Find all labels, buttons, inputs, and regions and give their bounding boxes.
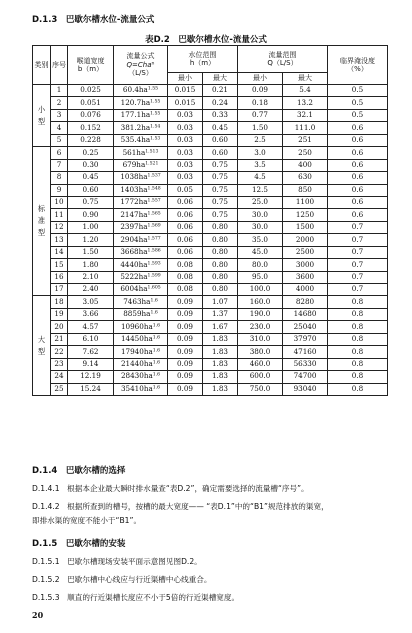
throat-width-cell: 0.228 xyxy=(68,134,114,146)
flow-min-cell: 310.0 xyxy=(238,333,283,345)
level-min-cell: 0.015 xyxy=(168,97,203,109)
table-row xyxy=(33,371,388,383)
level-max-cell: 0.80 xyxy=(203,221,238,233)
submergence-cell: 0.6 xyxy=(328,147,388,159)
seq-cell: 13 xyxy=(51,234,68,246)
header-flow-range xyxy=(238,46,328,73)
level-max-cell: 0.45 xyxy=(203,122,238,134)
seq-cell: 18 xyxy=(51,296,68,308)
flow-max-cell: 93040 xyxy=(283,383,328,395)
flow-max-cell: 2500 xyxy=(283,246,328,258)
flow-max-cell: 25040 xyxy=(283,321,328,333)
level-min-cell: 0.015 xyxy=(168,85,203,97)
level-max-cell: 0.75 xyxy=(203,209,238,221)
level-min-cell: 0.09 xyxy=(168,333,203,345)
table-row xyxy=(33,97,388,109)
formula-cell: $561ha^{1.513}$ xyxy=(114,147,168,159)
flow-max-cell: 8280 xyxy=(283,296,328,308)
submergence-cell: 0.8 xyxy=(328,371,388,383)
seq-cell: 8 xyxy=(51,172,68,184)
level-min-cell: 0.09 xyxy=(168,321,203,333)
flow-max-cell: 251 xyxy=(283,134,328,146)
throat-width-cell: 6.10 xyxy=(68,333,114,345)
submergence-cell: 0.6 xyxy=(328,209,388,221)
formula-cell: $60.4ha^{1.55}$ xyxy=(114,85,168,97)
header-level-range-label: 水位范围 xyxy=(188,50,217,59)
level-min-cell: 0.08 xyxy=(168,259,203,271)
table-row xyxy=(33,246,388,258)
submergence-cell: 0.8 xyxy=(328,308,388,320)
level-min-cell: 0.09 xyxy=(168,346,203,358)
throat-width-cell: 1.20 xyxy=(68,234,114,246)
seq-cell: 7 xyxy=(51,159,68,171)
header-flow-range-unit: Q（L/S） xyxy=(267,59,298,67)
header-flow-min: 最小 xyxy=(238,73,283,85)
formula-cell: $535.4ha^{1.53}$ xyxy=(114,134,168,146)
table-row xyxy=(33,296,388,308)
seq-cell: 22 xyxy=(51,346,68,358)
submergence-cell: 0.8 xyxy=(328,383,388,395)
seq-cell: 3 xyxy=(51,109,68,121)
flow-formula-table xyxy=(32,45,388,396)
submergence-cell: 0.6 xyxy=(328,134,388,146)
level-max-cell: 0.75 xyxy=(203,184,238,196)
flow-min-cell: 160.0 xyxy=(238,296,283,308)
table-body xyxy=(33,85,388,396)
throat-width-cell: 0.45 xyxy=(68,172,114,184)
submergence-cell: 0.7 xyxy=(328,234,388,246)
level-max-cell: 1.83 xyxy=(203,333,238,345)
flow-max-cell: 630 xyxy=(283,172,328,184)
paragraph-d142-line1: D.1.4.2 根据所查到的槽号，按槽的最大宽度—— “表D.1”中的“B1”规范排放的渠宽， xyxy=(32,502,329,511)
throat-width-cell: 0.152 xyxy=(68,122,114,134)
header-level-min: 最小 xyxy=(168,73,203,85)
flow-max-cell: 850 xyxy=(283,184,328,196)
throat-width-cell: 0.025 xyxy=(68,85,114,97)
throat-width-cell: 0.076 xyxy=(68,109,114,121)
level-max-cell: 1.83 xyxy=(203,383,238,395)
level-max-cell: 0.75 xyxy=(203,196,238,208)
flow-max-cell: 37970 xyxy=(283,333,328,345)
flow-min-cell: 30.0 xyxy=(238,209,283,221)
table-title: 表D.2 巴歇尔槽水位-流量公式 xyxy=(145,35,267,45)
level-min-cell: 0.09 xyxy=(168,371,203,383)
section-heading-d15: D.1.5 巴歇尔槽的安装 xyxy=(32,539,126,549)
formula-cell: $28430ha^{1.6}$ xyxy=(114,371,168,383)
header-formula-expr: Q=Cha$^n$ xyxy=(126,60,155,69)
formula-cell: $35410ha^{1.6}$ xyxy=(114,383,168,395)
level-max-cell: 0.80 xyxy=(203,246,238,258)
flow-max-cell: 400 xyxy=(283,159,328,171)
header-level-max: 最大 xyxy=(203,73,238,85)
table-row xyxy=(33,383,388,395)
header-flow-max: 最大 xyxy=(283,73,328,85)
table-row xyxy=(33,134,388,146)
header-level-range xyxy=(168,46,238,73)
header-flow-range-label: 流量范围 xyxy=(268,50,297,59)
flow-max-cell: 74700 xyxy=(283,371,328,383)
flow-min-cell: 230.0 xyxy=(238,321,283,333)
category-cell: 标 准 型 xyxy=(33,147,51,296)
flow-min-cell: 80.0 xyxy=(238,259,283,271)
flow-min-cell: 95.0 xyxy=(238,271,283,283)
table-row xyxy=(33,122,388,134)
section-heading-d14: D.1.4 巴歇尔槽的选择 xyxy=(32,466,126,476)
seq-cell: 9 xyxy=(51,184,68,196)
formula-cell: $1038ha^{1.537}$ xyxy=(114,172,168,184)
level-max-cell: 1.83 xyxy=(203,346,238,358)
level-max-cell: 1.83 xyxy=(203,358,238,370)
level-min-cell: 0.03 xyxy=(168,147,203,159)
submergence-cell: 0.7 xyxy=(328,246,388,258)
flow-min-cell: 600.0 xyxy=(238,371,283,383)
formula-cell: $2904ha^{1.577}$ xyxy=(114,234,168,246)
throat-width-cell: 7.62 xyxy=(68,346,114,358)
flow-min-cell: 25.0 xyxy=(238,196,283,208)
flow-max-cell: 2000 xyxy=(283,234,328,246)
header-formula xyxy=(114,46,168,85)
table-row xyxy=(33,308,388,320)
submergence-cell: 0.6 xyxy=(328,172,388,184)
seq-cell: 12 xyxy=(51,221,68,233)
table-row xyxy=(33,196,388,208)
level-min-cell: 0.08 xyxy=(168,284,203,296)
formula-cell: $3668ha^{1.586}$ xyxy=(114,246,168,258)
level-min-cell: 0.08 xyxy=(168,271,203,283)
throat-width-cell: 0.75 xyxy=(68,196,114,208)
flow-max-cell: 1250 xyxy=(283,209,328,221)
level-min-cell: 0.06 xyxy=(168,234,203,246)
header-throat-width-symbol: b（m） xyxy=(77,65,104,73)
flow-min-cell: 3.5 xyxy=(238,159,283,171)
level-min-cell: 0.03 xyxy=(168,109,203,121)
category-cell: 大 型 xyxy=(33,296,51,396)
table-row xyxy=(33,85,388,97)
level-max-cell: 0.24 xyxy=(203,97,238,109)
throat-width-cell: 1.80 xyxy=(68,259,114,271)
throat-width-cell: 9.14 xyxy=(68,358,114,370)
seq-cell: 10 xyxy=(51,196,68,208)
seq-cell: 2 xyxy=(51,97,68,109)
throat-width-cell: 2.40 xyxy=(68,284,114,296)
header-category: 类别 xyxy=(33,46,51,85)
level-max-cell: 0.60 xyxy=(203,147,238,159)
submergence-cell: 0.7 xyxy=(328,259,388,271)
seq-cell: 25 xyxy=(51,383,68,395)
formula-cell: $2397ha^{1.569}$ xyxy=(114,221,168,233)
page-number: 20 xyxy=(32,610,44,620)
header-submergence-label: 临界淹没度 xyxy=(340,56,375,65)
flow-min-cell: 35.0 xyxy=(238,234,283,246)
table-row xyxy=(33,234,388,246)
throat-width-cell: 3.66 xyxy=(68,308,114,320)
paragraph-d151: D.1.5.1 巴歇尔槽现场安装平面示意图见图D.2。 xyxy=(32,557,202,566)
level-min-cell: 0.09 xyxy=(168,296,203,308)
throat-width-cell: 3.05 xyxy=(68,296,114,308)
flow-min-cell: 0.09 xyxy=(238,85,283,97)
flow-min-cell: 12.5 xyxy=(238,184,283,196)
throat-width-cell: 0.30 xyxy=(68,159,114,171)
level-max-cell: 1.67 xyxy=(203,321,238,333)
flow-max-cell: 5.4 xyxy=(283,85,328,97)
flow-max-cell: 1500 xyxy=(283,221,328,233)
header-throat-width xyxy=(68,46,114,85)
table-row xyxy=(33,221,388,233)
table-row xyxy=(33,184,388,196)
throat-width-cell: 0.051 xyxy=(68,97,114,109)
seq-cell: 15 xyxy=(51,259,68,271)
flow-max-cell: 56330 xyxy=(283,358,328,370)
level-max-cell: 1.37 xyxy=(203,308,238,320)
header-formula-unit: （L/S） xyxy=(128,69,153,78)
formula-cell: $21440ha^{1.6}$ xyxy=(114,358,168,370)
submergence-cell: 0.8 xyxy=(328,296,388,308)
submergence-cell: 0.5 xyxy=(328,97,388,109)
flow-max-cell: 111.0 xyxy=(283,122,328,134)
submergence-cell: 0.8 xyxy=(328,321,388,333)
flow-min-cell: 0.77 xyxy=(238,109,283,121)
seq-cell: 24 xyxy=(51,371,68,383)
header-seq: 序号 xyxy=(51,46,68,85)
submergence-cell: 0.6 xyxy=(328,159,388,171)
submergence-cell: 0.6 xyxy=(328,122,388,134)
submergence-cell: 0.5 xyxy=(328,109,388,121)
seq-cell: 17 xyxy=(51,284,68,296)
flow-max-cell: 14680 xyxy=(283,308,328,320)
table-row xyxy=(33,333,388,345)
table-row xyxy=(33,147,388,159)
flow-min-cell: 4.5 xyxy=(238,172,283,184)
paragraph-d142-line2: 即排水渠的宽度不能小于“B1”。 xyxy=(32,516,142,525)
flow-min-cell: 380.0 xyxy=(238,346,283,358)
table-row xyxy=(33,209,388,221)
seq-cell: 21 xyxy=(51,333,68,345)
submergence-cell: 0.7 xyxy=(328,271,388,283)
paragraph-d153: D.1.5.3 顺直的行近渠槽长度应不小于5倍的行近渠槽宽度。 xyxy=(32,593,240,602)
formula-cell: $177.1ha^{1.55}$ xyxy=(114,109,168,121)
seq-cell: 6 xyxy=(51,147,68,159)
submergence-cell: 0.6 xyxy=(328,196,388,208)
level-min-cell: 0.05 xyxy=(168,184,203,196)
submergence-cell: 0.8 xyxy=(328,346,388,358)
submergence-cell: 0.7 xyxy=(328,284,388,296)
formula-cell: $679ha^{1.521}$ xyxy=(114,159,168,171)
flow-min-cell: 45.0 xyxy=(238,246,283,258)
level-max-cell: 0.33 xyxy=(203,109,238,121)
submergence-cell: 0.5 xyxy=(328,85,388,97)
throat-width-cell: 1.00 xyxy=(68,221,114,233)
seq-cell: 4 xyxy=(51,122,68,134)
level-max-cell: 0.80 xyxy=(203,271,238,283)
level-min-cell: 0.09 xyxy=(168,358,203,370)
header-submergence-unit: （%） xyxy=(347,65,368,73)
throat-width-cell: 4.57 xyxy=(68,321,114,333)
header-submergence xyxy=(328,46,388,85)
formula-cell: $7463ha^{1.6}$ xyxy=(114,296,168,308)
table-row xyxy=(33,159,388,171)
level-min-cell: 0.03 xyxy=(168,159,203,171)
level-min-cell: 0.03 xyxy=(168,172,203,184)
seq-cell: 1 xyxy=(51,85,68,97)
throat-width-cell: 0.25 xyxy=(68,147,114,159)
seq-cell: 23 xyxy=(51,358,68,370)
throat-width-cell: 15.24 xyxy=(68,383,114,395)
flow-min-cell: 0.18 xyxy=(238,97,283,109)
formula-cell: $1772ha^{1.557}$ xyxy=(114,196,168,208)
table-row xyxy=(33,321,388,333)
flow-min-cell: 190.0 xyxy=(238,308,283,320)
formula-cell: $4440ha^{1.593}$ xyxy=(114,259,168,271)
paragraph-d141: D.1.4.1 根据本企业最大瞬时排水量查“表D.2”，确定需要选择的流量槽“序号”。 xyxy=(32,484,309,493)
table-row xyxy=(33,271,388,283)
submergence-cell: 0.6 xyxy=(328,184,388,196)
level-max-cell: 1.07 xyxy=(203,296,238,308)
level-max-cell: 0.80 xyxy=(203,284,238,296)
formula-cell: $381.2ha^{1.54}$ xyxy=(114,122,168,134)
formula-cell: $1403ha^{1.548}$ xyxy=(114,184,168,196)
throat-width-cell: 2.10 xyxy=(68,271,114,283)
flow-max-cell: 3000 xyxy=(283,259,328,271)
formula-cell: $14450ha^{1.6}$ xyxy=(114,333,168,345)
submergence-cell: 0.7 xyxy=(328,221,388,233)
paragraph-d152: D.1.5.2 巴歇尔槽中心线应与行近渠槽中心线重合。 xyxy=(32,575,212,584)
submergence-cell: 0.8 xyxy=(328,333,388,345)
level-min-cell: 0.03 xyxy=(168,122,203,134)
level-max-cell: 1.83 xyxy=(203,371,238,383)
level-max-cell: 0.75 xyxy=(203,159,238,171)
seq-cell: 14 xyxy=(51,246,68,258)
level-min-cell: 0.06 xyxy=(168,221,203,233)
level-max-cell: 0.75 xyxy=(203,172,238,184)
formula-cell: $17940ha^{1.6}$ xyxy=(114,346,168,358)
flow-max-cell: 1100 xyxy=(283,196,328,208)
formula-cell: $10960ha^{1.6}$ xyxy=(114,321,168,333)
formula-cell: $5222ha^{1.599}$ xyxy=(114,271,168,283)
table-row xyxy=(33,172,388,184)
flow-min-cell: 3.0 xyxy=(238,147,283,159)
header-throat-width-label: 喉道宽度 xyxy=(76,56,105,65)
level-min-cell: 0.06 xyxy=(168,196,203,208)
level-max-cell: 0.21 xyxy=(203,85,238,97)
table-row xyxy=(33,109,388,121)
level-min-cell: 0.03 xyxy=(168,134,203,146)
seq-cell: 19 xyxy=(51,308,68,320)
flow-max-cell: 3600 xyxy=(283,271,328,283)
level-min-cell: 0.06 xyxy=(168,246,203,258)
header-formula-label: 流量公式 xyxy=(126,52,155,61)
flow-max-cell: 4000 xyxy=(283,284,328,296)
seq-cell: 16 xyxy=(51,271,68,283)
flow-min-cell: 750.0 xyxy=(238,383,283,395)
section-heading-d13: D.1.3 巴歇尔槽水位-流量公式 xyxy=(32,15,155,25)
category-cell: 小 型 xyxy=(33,85,51,147)
table-row xyxy=(33,259,388,271)
table-row xyxy=(33,284,388,296)
flow-max-cell: 250 xyxy=(283,147,328,159)
submergence-cell: 0.8 xyxy=(328,358,388,370)
formula-cell: $120.7ha^{1.55}$ xyxy=(114,97,168,109)
flow-min-cell: 460.0 xyxy=(238,358,283,370)
throat-width-cell: 12.19 xyxy=(68,371,114,383)
flow-max-cell: 47160 xyxy=(283,346,328,358)
flow-max-cell: 32.1 xyxy=(283,109,328,121)
flow-min-cell: 30.0 xyxy=(238,221,283,233)
flow-max-cell: 13.2 xyxy=(283,97,328,109)
seq-cell: 20 xyxy=(51,321,68,333)
header-level-range-unit: h（m） xyxy=(189,59,216,67)
formula-cell: $6004ha^{1.605}$ xyxy=(114,284,168,296)
table-row xyxy=(33,358,388,370)
level-max-cell: 0.60 xyxy=(203,134,238,146)
level-min-cell: 0.09 xyxy=(168,383,203,395)
table-row xyxy=(33,346,388,358)
formula-cell: $8859ha^{1.6}$ xyxy=(114,308,168,320)
level-max-cell: 0.80 xyxy=(203,259,238,271)
seq-cell: 5 xyxy=(51,134,68,146)
formula-cell: $2147ha^{1.565}$ xyxy=(114,209,168,221)
throat-width-cell: 0.60 xyxy=(68,184,114,196)
seq-cell: 11 xyxy=(51,209,68,221)
level-min-cell: 0.09 xyxy=(168,308,203,320)
throat-width-cell: 0.90 xyxy=(68,209,114,221)
flow-min-cell: 100.0 xyxy=(238,284,283,296)
level-max-cell: 0.80 xyxy=(203,234,238,246)
throat-width-cell: 1.50 xyxy=(68,246,114,258)
flow-min-cell: 1.50 xyxy=(238,122,283,134)
flow-min-cell: 2.5 xyxy=(238,134,283,146)
level-min-cell: 0.06 xyxy=(168,209,203,221)
